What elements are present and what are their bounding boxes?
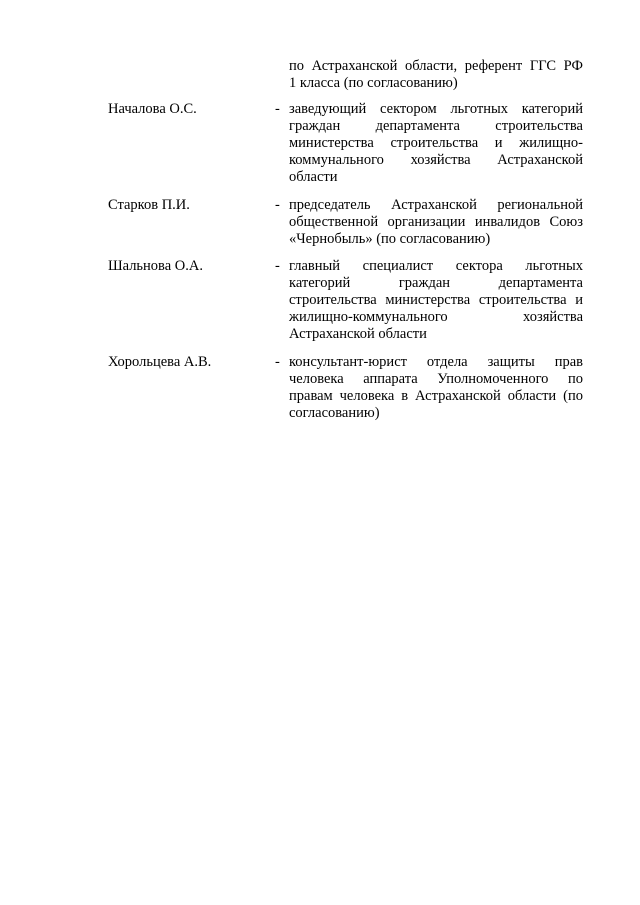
text-line xyxy=(289,152,583,169)
word: (по xyxy=(563,388,583,404)
member-name: Хорольцева А.В. xyxy=(108,354,212,370)
word: строительства xyxy=(495,118,583,134)
text-line xyxy=(289,354,583,371)
member-position xyxy=(289,354,583,422)
word: Уполномоченного xyxy=(437,371,549,387)
text-line xyxy=(289,214,583,231)
member-position xyxy=(289,197,583,248)
text-line xyxy=(289,101,583,118)
word: инвалидов xyxy=(474,214,541,230)
word: департамента xyxy=(375,118,460,134)
word: правам xyxy=(289,388,333,404)
word: Астраханской xyxy=(497,152,583,168)
text-line: Астраханской области xyxy=(289,326,427,342)
word: РФ xyxy=(563,58,583,74)
word: общественной xyxy=(289,214,379,230)
word: и xyxy=(575,292,583,308)
text-line xyxy=(289,292,583,309)
separator-dash: - xyxy=(275,354,280,370)
word: прав xyxy=(554,354,583,370)
word: департамента xyxy=(498,275,583,291)
word: категорий xyxy=(521,101,583,117)
word: строительства xyxy=(289,292,377,308)
member-name: Шальнова О.А. xyxy=(108,258,203,274)
text-line xyxy=(289,135,583,152)
word: строительства xyxy=(390,135,479,151)
word: сектора xyxy=(455,258,503,274)
text-line xyxy=(289,197,583,214)
word: ГГС xyxy=(529,58,557,74)
text-line xyxy=(289,58,583,75)
text-line: области xyxy=(289,169,338,185)
text-line: согласованию) xyxy=(289,405,380,421)
word: области, xyxy=(405,58,458,74)
word: строительства xyxy=(478,292,567,308)
word: человека xyxy=(339,388,395,404)
word: отдела xyxy=(426,354,468,370)
word: Астраханской xyxy=(311,58,398,74)
word: министерства xyxy=(289,135,374,151)
text-line xyxy=(289,371,583,388)
text-line xyxy=(289,258,583,275)
word: региональной xyxy=(497,197,583,213)
word: министерства xyxy=(385,292,471,308)
word: жилищно- xyxy=(519,135,583,151)
text-line xyxy=(289,118,583,135)
word: коммунального xyxy=(289,152,384,168)
text-line xyxy=(289,388,583,405)
word: области xyxy=(507,388,557,404)
word: по xyxy=(567,371,583,387)
word: председатель xyxy=(289,197,371,213)
word: защиты xyxy=(487,354,535,370)
word: хозяйства xyxy=(410,152,471,168)
word: Союз xyxy=(549,214,583,230)
word: по xyxy=(289,58,305,74)
word: человека xyxy=(289,371,344,387)
word: хозяйства xyxy=(523,309,583,325)
word: льготных xyxy=(450,101,509,117)
word: консультант-юрист xyxy=(289,354,407,370)
continuation-text xyxy=(289,58,583,92)
word: референт xyxy=(464,58,523,74)
word: граждан xyxy=(289,118,341,134)
word: граждан xyxy=(398,275,451,291)
word: льготных xyxy=(525,258,583,274)
word: заведующий xyxy=(289,101,367,117)
word: в xyxy=(401,388,409,404)
separator-dash: - xyxy=(275,197,280,213)
word: и xyxy=(494,135,503,151)
text-line xyxy=(289,309,583,326)
word: Астраханской xyxy=(415,388,501,404)
word: Астраханской xyxy=(391,197,477,213)
separator-dash: - xyxy=(275,101,280,117)
word: сектором xyxy=(380,101,437,117)
member-name: Старков П.И. xyxy=(108,197,190,213)
word: главный xyxy=(289,258,340,274)
member-position xyxy=(289,101,583,186)
word: категорий xyxy=(289,275,351,291)
member-position xyxy=(289,258,583,343)
text-line xyxy=(289,275,583,292)
separator-dash: - xyxy=(275,258,280,274)
text-line: «Чернобыль» (по согласованию) xyxy=(289,231,491,247)
word: специалист xyxy=(362,258,434,274)
text-line: 1 класса (по согласованию) xyxy=(289,75,458,91)
word: организации xyxy=(387,214,466,230)
member-name: Началова О.С. xyxy=(108,101,197,117)
word: жилищно-коммунального xyxy=(289,309,448,325)
word: аппарата xyxy=(363,371,418,387)
